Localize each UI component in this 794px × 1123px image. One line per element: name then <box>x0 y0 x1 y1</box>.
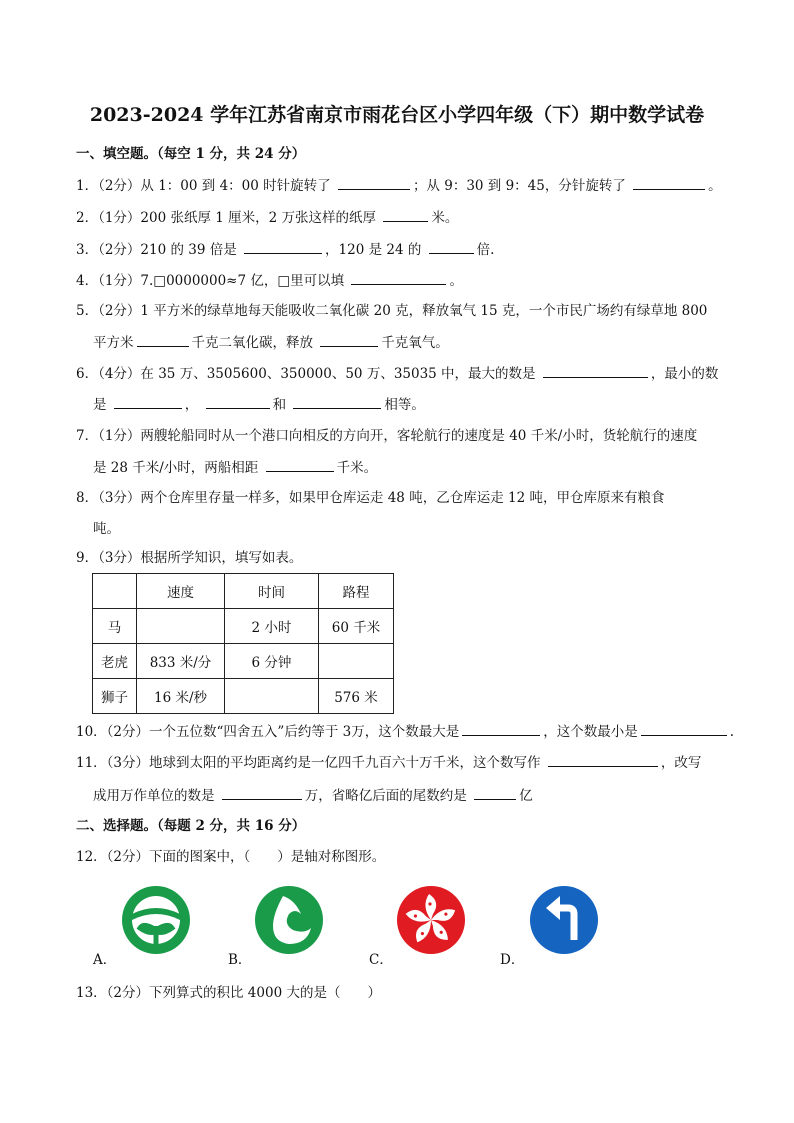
question-10 <box>76 722 734 741</box>
question-5-line-1: 5．（2分）1 平方米的绿草地每天能吸收二氧化碳 20 克，释放氧气 15 克，一个市民广场约有绿草地 800 <box>76 303 708 319</box>
q5-text-b: 平方米 <box>93 335 134 351</box>
q10-text-a: 10．（2分）一个五位数“四舍五入”后约等于 3万，这个数最大是 <box>76 724 460 740</box>
question-8-line-2: 吨。 <box>93 521 120 537</box>
table-row <box>93 679 394 714</box>
q6-text-b: ，最小的数 <box>650 366 719 382</box>
q6-text-c: 是 <box>93 397 107 413</box>
q6-text-e: 和 <box>272 397 287 413</box>
q3-text-b: ，120 是 24 的 <box>325 242 422 258</box>
answer-blank[interactable] <box>633 176 705 190</box>
question-7-line-2 <box>93 458 377 477</box>
option-d-label: D． <box>500 952 525 968</box>
answer-blank[interactable] <box>474 786 516 800</box>
page-title: 2023-2024 学年江苏省南京市雨花台区小学四年级（下）期中数学试卷 <box>89 104 705 126</box>
question-1 <box>76 176 722 195</box>
q11-text-e: 亿 <box>519 788 533 804</box>
question-9: 9．（3分）根据所学知识，填写如表。 <box>76 550 303 566</box>
q6-text-d: ， <box>184 397 199 413</box>
table-cell: 老虎 <box>93 644 137 679</box>
q3-text-a: 3．（2分）210 的 39 倍是 <box>76 242 237 258</box>
table-cell: 60 千米 <box>319 609 394 644</box>
answer-blank[interactable] <box>462 722 540 736</box>
q11-text-d: 万，省略亿后面的尾数约是 <box>304 788 467 804</box>
question-13: 13．（2分）下列算式的积比 4000 大的是（ ） <box>76 985 381 1001</box>
answer-blank[interactable] <box>206 395 270 409</box>
q12-options <box>0 884 794 964</box>
answer-blank[interactable] <box>244 240 322 254</box>
table-cell <box>93 574 137 609</box>
q6-text-a: 6．（4分）在 35 万、3505600、350000、50 万、35035 中，最大的数是 <box>76 366 536 382</box>
question-12: 12．（2分）下面的图案中，（ ）是轴对称图形。 <box>76 849 386 865</box>
table-header: 时间 <box>225 574 319 609</box>
q1-text-c: 。 <box>708 178 722 194</box>
q4-text-a: 4．（1分）7.□0000000≈7 亿，□里可以填 <box>76 273 345 289</box>
question-6-line-1 <box>76 364 718 383</box>
table-cell-answer[interactable] <box>319 644 394 679</box>
q1-text-b: ；从 9：30 到 9：45，分针旋转了 <box>412 178 626 194</box>
table-cell: 833 米/分 <box>137 644 225 679</box>
table-header-row <box>93 574 394 609</box>
table-cell: 16 米/秒 <box>137 679 225 714</box>
q11-text-a: 11．（3分）地球到太阳的平均距离约是一亿四千九百六十万千米，这个数写作 <box>76 755 541 771</box>
q5-text-c: 千克二氧化碳，释放 <box>191 335 313 351</box>
question-5-line-2 <box>93 333 449 352</box>
table-cell: 2 小时 <box>225 609 319 644</box>
q11-text-b: ，改写 <box>660 755 702 771</box>
answer-blank[interactable] <box>548 753 658 767</box>
hong-kong-bauhinia-icon[interactable] <box>395 884 467 956</box>
answer-blank[interactable] <box>351 271 446 285</box>
q10-text-c: . <box>729 724 734 740</box>
q10-text-b: ，这个数最小是 <box>543 724 638 740</box>
table-row <box>93 644 394 679</box>
option-c-label: C． <box>369 952 393 968</box>
answer-blank[interactable] <box>429 240 474 254</box>
left-turn-sign-icon[interactable] <box>528 884 600 956</box>
question-4 <box>76 271 463 290</box>
answer-blank[interactable] <box>222 786 302 800</box>
table-cell-answer[interactable] <box>137 609 225 644</box>
section-heading-fill-blank: 一、填空题。（每空 1 分，共 24 分） <box>76 146 306 162</box>
table-cell-answer[interactable] <box>225 679 319 714</box>
answer-blank[interactable] <box>383 208 428 222</box>
q7-text-c: 千米。 <box>336 460 378 476</box>
answer-blank[interactable] <box>137 333 189 347</box>
answer-blank[interactable] <box>543 364 648 378</box>
q3-text-c: 倍. <box>476 242 495 258</box>
answer-blank[interactable] <box>338 176 410 190</box>
question-2 <box>76 208 458 227</box>
option-b-label: B． <box>228 952 252 968</box>
q7-text-b: 是 28 千米/小时，两船相距 <box>93 460 259 476</box>
table-cell: 6 分钟 <box>225 644 319 679</box>
water-drop-logo-icon[interactable] <box>253 884 325 956</box>
section-heading-choice: 二、选择题。（每题 2 分，共 16 分） <box>76 818 306 834</box>
green-food-logo-icon[interactable] <box>120 884 192 956</box>
question-11-line-2 <box>93 786 533 805</box>
answer-blank[interactable] <box>114 395 182 409</box>
answer-blank[interactable] <box>266 458 334 472</box>
table-cell: 狮子 <box>93 679 137 714</box>
q11-text-c: 成用万作单位的数是 <box>93 788 215 804</box>
q1-text-a: 1．（2分）从 1：00 到 4：00 时针旋转了 <box>76 178 331 194</box>
answer-blank[interactable] <box>293 395 381 409</box>
q5-text-d: 千克氧气。 <box>381 335 449 351</box>
question-3 <box>76 240 494 259</box>
answer-blank[interactable] <box>641 722 727 736</box>
table-header: 速度 <box>137 574 225 609</box>
question-7-line-1: 7．（1分）两艘轮船同时从一个港口向相反的方向开，客轮航行的速度是 40 千米/小时，货轮航行的速度 <box>76 428 698 444</box>
q6-text-f: 相等。 <box>384 397 425 413</box>
answer-blank[interactable] <box>320 333 378 347</box>
speed-time-distance-table <box>92 573 394 714</box>
question-6-line-2 <box>93 395 425 414</box>
question-11-line-1 <box>76 753 701 772</box>
option-a-label: A． <box>93 952 117 968</box>
q4-text-b: 。 <box>449 273 463 289</box>
table-row <box>93 609 394 644</box>
question-8-line-1: 8．（3分）两个仓库里存量一样多，如果甲仓库运走 48 吨，乙仓库运走 12 吨，甲仓库原来有粮食 <box>76 490 665 506</box>
q2-text-b: 米。 <box>431 210 459 226</box>
q2-text-a: 2．（1分）200 张纸厚 1 厘米，2 万张这样的纸厚 <box>76 210 377 226</box>
table-cell: 576 米 <box>319 679 394 714</box>
table-header: 路程 <box>319 574 394 609</box>
table-cell: 马 <box>93 609 137 644</box>
